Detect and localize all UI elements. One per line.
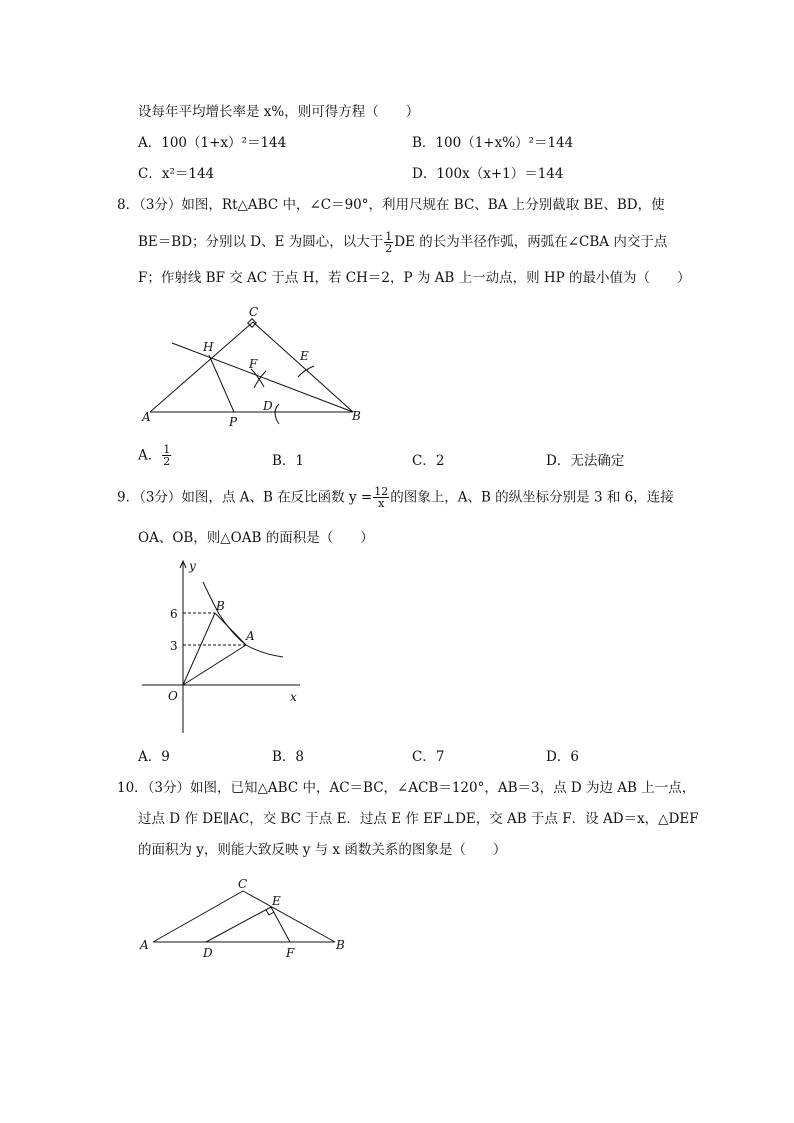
q8-option-d: D．无法确定: [546, 453, 625, 469]
q7-option-d: D．100x（x+1）＝144: [412, 166, 564, 182]
q9-frac-den: x: [378, 497, 385, 510]
q10-label-c: C: [238, 877, 248, 891]
q9-label-3: 3: [170, 639, 178, 653]
q8-frac-den: 2: [385, 242, 393, 255]
q9-option-d: D．6: [546, 749, 579, 765]
q9-label-y: y: [189, 559, 196, 573]
q10-stem-line2: 过点 D 作 DE∥AC，交 BC 于点 E．过点 E 作 EF⊥DE，交 AB 于点 F．设 AD＝x，△DEF: [138, 811, 699, 827]
q8-label-a: A: [142, 410, 151, 424]
q10-segment-cb: [243, 891, 335, 942]
q9-label-b: B: [216, 599, 225, 613]
q8-stem-line2-pre: BE＝BD；分别以 D、E 为圆心，以大于: [138, 234, 384, 250]
q9-stem-line1-post: 的图象上，A、B 的纵坐标分别是 3 和 6，连接: [390, 489, 674, 506]
q8-frac-num: 1: [385, 230, 393, 243]
q8-label-f: F: [249, 357, 258, 371]
q10-label-f: F: [286, 946, 295, 960]
q7-option-b: B．100（1+x%）²＝144: [412, 135, 574, 151]
q9-stem-line1-pre: 9．（3分）如图，点 A、B 在反比函数 y =: [117, 489, 373, 506]
q8-label-b: B: [352, 409, 361, 423]
q10-label-e: E: [272, 894, 281, 908]
q9-option-b: B．8: [272, 749, 305, 765]
q9-label-o: O: [168, 689, 178, 703]
q7-option-c: C．x²＝144: [138, 166, 215, 182]
q8-option-a-label: A．: [138, 447, 162, 464]
q8-option-a-den: 2: [163, 455, 171, 468]
q10-label-b: B: [336, 938, 345, 952]
q9-option-c: C．7: [412, 749, 445, 765]
q9-option-a: A．9: [138, 749, 170, 765]
q8-stem-line3: F；作射线 BF 交 AC 于点 H，若 CH＝2，P 为 AB 上一动点，则 HP 的最小值为（ ）: [138, 270, 691, 286]
q8-option-a-num: 1: [163, 443, 171, 456]
q9-label-x: x: [290, 690, 297, 704]
q8-option-c: C．2: [412, 453, 445, 469]
q10-stem-line3: 的面积为 y，则能大致反映 y 与 x 函数关系的图象是（ ）: [138, 842, 507, 858]
q10-segment-ac: [153, 891, 243, 942]
q10-segment-de: [206, 907, 271, 942]
q8-stem-line1: 8．（3分）如图，Rt△ABC 中，∠C＝90°，利用尺规在 BC、BA 上分别截取 BE、BD，使: [117, 197, 665, 213]
q9-frac-num: 12: [374, 485, 389, 498]
q7-stem-tail: 设每年平均增长率是 x%，则可得方程（ ）: [138, 104, 420, 120]
q8-label-h: H: [203, 340, 214, 354]
q10-label-a: A: [140, 938, 149, 952]
q8-label-c: C: [249, 305, 259, 319]
q8-stem-line2-post: DE 的长为半径作弧，两弧在∠CBA 内交于点: [394, 234, 668, 250]
q10-label-d: D: [203, 946, 213, 960]
q10-stem-line1: 10．（3分）如图，已知△ABC 中，AC＝BC，∠ACB＝120°，AB＝3，点 D 为边 AB 上一点，: [117, 780, 696, 796]
q7-option-a: A．100（1+x）²＝144: [138, 135, 287, 151]
q9-stem-line2: OA、OB，则△OAB 的面积是（ ）: [138, 530, 374, 546]
q8-option-b: B．1: [272, 453, 305, 469]
q8-label-d: D: [263, 399, 273, 413]
q8-label-p: P: [229, 415, 238, 429]
q9-label-6: 6: [170, 607, 178, 621]
q9-label-a: A: [246, 629, 255, 643]
q8-label-e: E: [300, 349, 309, 363]
